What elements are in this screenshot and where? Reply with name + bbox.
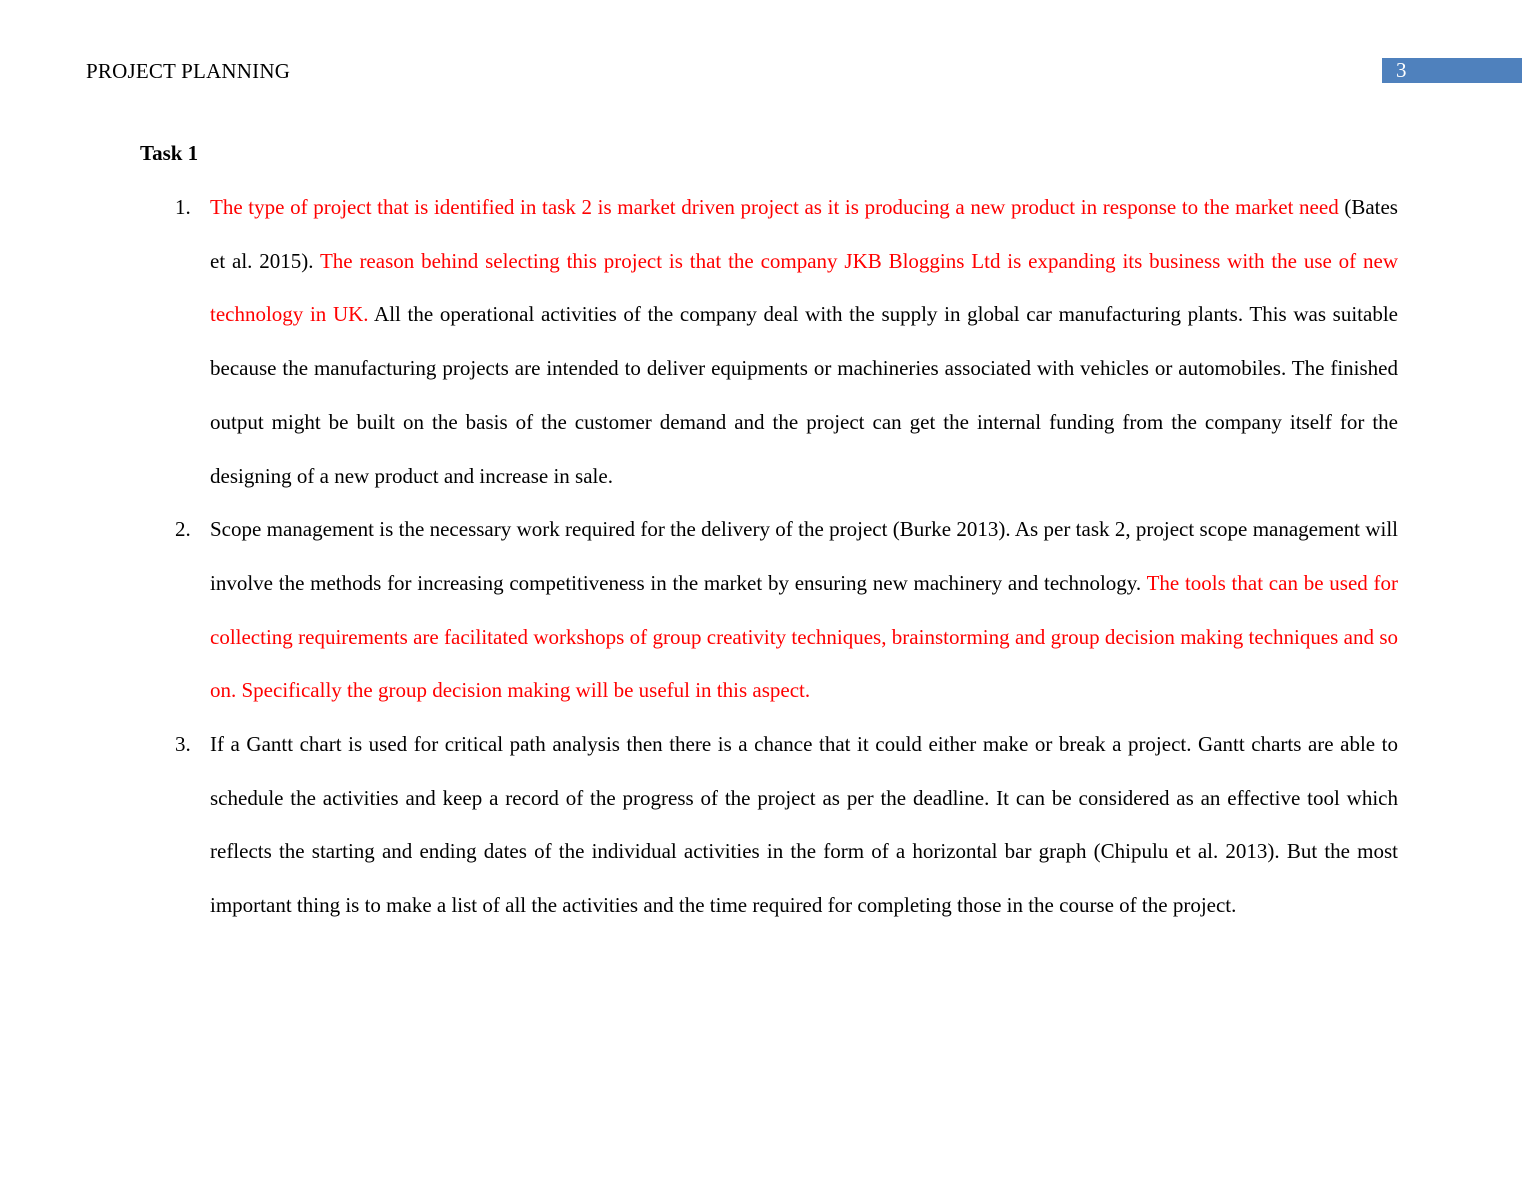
body-text: (Bates et al. 2015).: [210, 195, 1398, 273]
list-number: 3.: [175, 732, 191, 757]
numbered-list: [140, 181, 1398, 933]
highlighted-text: The type of project that is identified in task 2 is market driven project as it is producing a new product in response to the market need: [210, 195, 1339, 219]
body-text: If a Gantt chart is used for critical path analysis then there is a chance that it could either make or break a project. Gantt charts are able to schedule the activities and keep a record of the progress of the project as per the deadline. It can be considered as an effective tool which reflects the starting and ending dates of the individual activities in the form of a horizontal bar graph (Chipulu et al. 2013). But the most important thing is to make a list of all the activities and the time required for completing those in the course of the project.: [210, 732, 1398, 918]
list-number: 2.: [175, 517, 191, 542]
page-number-box: [1382, 58, 1522, 83]
highlighted-text: The reason behind selecting this project is that the company JKB Bloggins Ltd is expanding its business with the use of new technology in UK.: [210, 248, 1398, 327]
list-number: 1.: [175, 195, 191, 219]
body-text: All the operational activities of the company deal with the supply in global car manufacturing plants. This was suitable because the manufacturing projects are intended to deliver equipments or machineries associated with vehicles or automobiles. The finished output might be built on the basis of the customer demand and the project can get the internal funding from the company itself for the designing of a new product and increase in sale.: [210, 302, 1398, 488]
list-item-2: [140, 503, 1398, 718]
task-heading: Task 1: [140, 141, 199, 165]
list-item-1: [140, 181, 1398, 503]
body-text: Scope management is the necessary work required for the delivery of the project (Burke 2013). As per task 2, project scope management will involve the methods for increasing competitiveness in the market by ensuring new machinery and technology.: [210, 517, 1398, 595]
running-header-title: PROJECT PLANNING: [86, 59, 291, 83]
list-item-3: [140, 718, 1398, 933]
highlighted-text: The tools that can be used for collecting requirements are facilitated workshops of group creativity techniques, brainstorming and group decision making techniques and so on. Specifically the group decision making will be useful in this aspect.: [210, 570, 1399, 703]
page-number: 3: [1396, 58, 1407, 82]
